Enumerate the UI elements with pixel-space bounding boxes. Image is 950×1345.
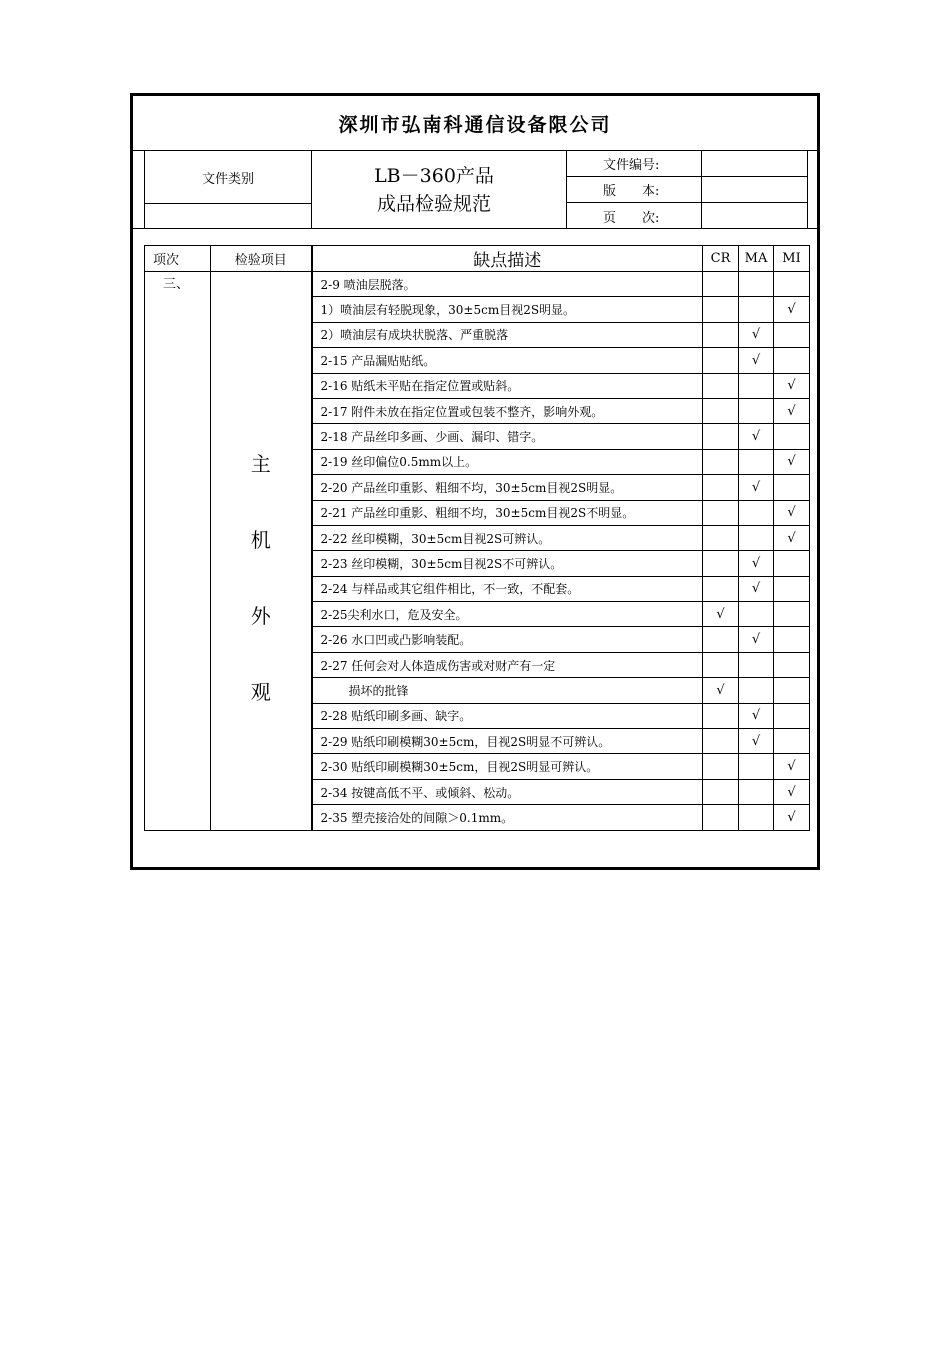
mark-mi <box>774 627 810 652</box>
mark-ma: √ <box>739 424 774 449</box>
mark-cr <box>703 424 739 449</box>
inspection-table <box>144 245 810 831</box>
mark-ma <box>739 779 774 804</box>
mark-mi: √ <box>774 779 810 804</box>
mark-ma <box>739 297 774 322</box>
mark-cr <box>703 551 739 576</box>
mark-cr <box>703 272 739 297</box>
defect-text: 2-15 产品漏贴贴纸。 <box>312 348 703 373</box>
mark-mi <box>774 322 810 347</box>
col-inspection-item: 检验项目 <box>211 246 312 272</box>
mark-ma: √ <box>739 551 774 576</box>
defect-text: 2-17 附件未放在指定位置或包装不整齐，影响外观。 <box>312 398 703 423</box>
mark-mi: √ <box>774 297 810 322</box>
document-frame <box>130 93 820 870</box>
section-name <box>211 272 312 831</box>
defect-text: 2-30 贴纸印刷模糊30±5cm，目视2S明显可辨认。 <box>312 754 703 779</box>
mark-mi: √ <box>774 398 810 423</box>
mark-cr <box>703 322 739 347</box>
mark-cr <box>703 398 739 423</box>
mark-ma <box>739 678 774 703</box>
mark-ma: √ <box>739 729 774 754</box>
defect-text: 2-24 与样品或其它组件相比，不一致，不配套。 <box>312 576 703 601</box>
mark-mi: √ <box>774 754 810 779</box>
defect-text: 2-25尖利水口，危及安全。 <box>312 602 703 627</box>
defect-text: 1）喷油层有轻脱现象，30±5cm目视2S明显。 <box>312 297 703 322</box>
mark-mi: √ <box>774 449 810 474</box>
defect-text: 2）喷油层有成块状脱落、严重脱落 <box>312 322 703 347</box>
mark-mi: √ <box>774 500 810 525</box>
mark-mi <box>774 475 810 500</box>
mark-cr: √ <box>703 602 739 627</box>
mark-ma <box>739 398 774 423</box>
mark-ma: √ <box>739 627 774 652</box>
col-defect: 缺点描述 <box>312 246 703 272</box>
section-name-char: 外 <box>250 604 271 628</box>
mark-mi <box>774 272 810 297</box>
doc-no-label: 文件编号: <box>603 158 660 173</box>
mark-ma: √ <box>739 576 774 601</box>
table-row <box>145 272 810 297</box>
defect-text: 2-26 水口凹或凸影响装配。 <box>312 627 703 652</box>
mark-cr <box>703 754 739 779</box>
mark-ma <box>739 754 774 779</box>
mark-cr <box>703 703 739 728</box>
mark-cr <box>703 729 739 754</box>
mark-mi: √ <box>774 373 810 398</box>
mark-mi <box>774 703 810 728</box>
defect-text: 2-21 产品丝印重影、粗细不均，30±5cm目视2S不明显。 <box>312 500 703 525</box>
defect-text: 2-28 贴纸印刷多画、缺字。 <box>312 703 703 728</box>
doc-title-line1: LB－360产品 <box>374 165 494 187</box>
defect-text: 2-9 喷油层脱落。 <box>312 272 703 297</box>
defect-text: 2-18 产品丝印多画、少画、漏印、错字。 <box>312 424 703 449</box>
defect-text: 2-27 任何会对人体造成伤害或对财产有一定 <box>312 652 703 677</box>
mark-mi <box>774 348 810 373</box>
doc-type-label: 文件类别 <box>201 171 254 187</box>
mark-mi <box>774 678 810 703</box>
mark-ma <box>739 272 774 297</box>
mark-ma <box>739 602 774 627</box>
mark-cr <box>703 652 739 677</box>
mark-ma <box>739 805 774 830</box>
mark-cr: √ <box>703 678 739 703</box>
mark-ma <box>739 652 774 677</box>
mark-ma: √ <box>739 348 774 373</box>
version-label: 版 本: <box>603 184 660 199</box>
header-block <box>133 151 817 229</box>
defect-text: 损坏的批锋 <box>312 678 703 703</box>
defect-text: 2-29 贴纸印刷模糊30±5cm，目视2S明显不可辨认。 <box>312 729 703 754</box>
defect-text: 2-35 塑壳接洽处的间隙＞0.1mm。 <box>312 805 703 830</box>
mark-ma <box>739 449 774 474</box>
col-mi: MI <box>774 246 810 272</box>
mark-cr <box>703 373 739 398</box>
mark-cr <box>703 297 739 322</box>
col-ma: MA <box>739 246 774 272</box>
mark-cr <box>703 500 739 525</box>
company-name: 深圳市弘南科通信设备限公司 <box>133 96 817 151</box>
mark-ma: √ <box>739 475 774 500</box>
mark-mi <box>774 652 810 677</box>
defect-text: 2-20 产品丝印重影、粗细不均，30±5cm目视2S明显。 <box>312 475 703 500</box>
mark-cr <box>703 348 739 373</box>
mark-cr <box>703 779 739 804</box>
defect-text: 2-22 丝印模糊，30±5cm目视2S可辨认。 <box>312 525 703 550</box>
section-name-char: 主 <box>250 452 271 476</box>
mark-cr <box>703 475 739 500</box>
doc-title-line2: 成品检验规范 <box>376 193 491 215</box>
page-label: 页 次: <box>603 211 660 226</box>
section-name-char: 机 <box>250 528 271 552</box>
mark-mi <box>774 576 810 601</box>
mark-cr <box>703 576 739 601</box>
section-name-char: 观 <box>250 680 271 704</box>
mark-ma <box>739 373 774 398</box>
defect-text: 2-23 丝印模糊，30±5cm目视2S不可辨认。 <box>312 551 703 576</box>
mark-ma: √ <box>739 703 774 728</box>
mark-cr <box>703 627 739 652</box>
section-no: 三、 <box>145 272 211 831</box>
mark-cr <box>703 449 739 474</box>
col-cr: CR <box>703 246 739 272</box>
defect-text: 2-16 贴纸未平贴在指定位置或贴斜。 <box>312 373 703 398</box>
mark-cr <box>703 525 739 550</box>
doc-title <box>312 153 566 227</box>
mark-mi: √ <box>774 525 810 550</box>
mark-ma <box>739 500 774 525</box>
mark-cr <box>703 805 739 830</box>
mark-mi <box>774 602 810 627</box>
defect-text: 2-34 按键高低不平、或倾斜、松动。 <box>312 779 703 804</box>
mark-mi <box>774 424 810 449</box>
mark-ma: √ <box>739 322 774 347</box>
defect-text: 2-19 丝印偏位0.5mm以上。 <box>312 449 703 474</box>
mark-mi <box>774 729 810 754</box>
col-item-no: 项次 <box>145 246 211 272</box>
mark-mi <box>774 551 810 576</box>
mark-ma <box>739 525 774 550</box>
mark-mi: √ <box>774 805 810 830</box>
